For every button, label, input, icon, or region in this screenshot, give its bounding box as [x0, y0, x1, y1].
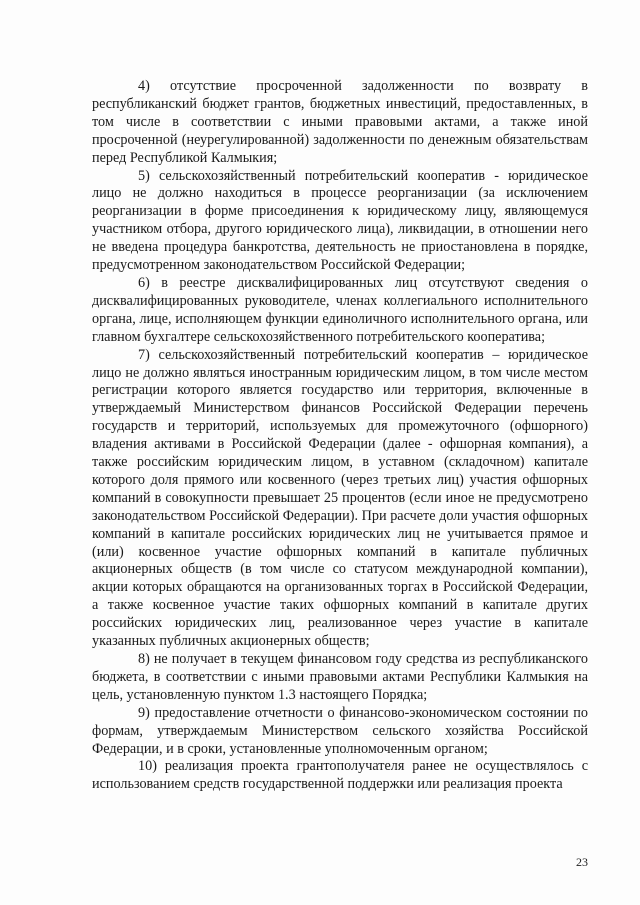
paragraph-item-10: 10) реализация проекта грантополучателя ранее не осуществлялось с использованием средств государственной поддержки или реализация проекта: [92, 758, 588, 793]
paragraph-item-9: 9) предоставление отчетности о финансово-экономическом состоянии по формам, утверждаемым Министерством сельского хозяйства Российской Федерации, и в сроки, установленные уполномоченным органом;: [92, 704, 588, 757]
paragraph-item-7: 7) сельскохозяйственный потребительский кооператив – юридическое лицо не должно являться иностранным юридическим лицом, в том числе местом регистрации которого является государство или территория, включенные в утверждаемый Министерством финансов Российской Федерации перечень государств и территорий, используемых для промежуточного (офшорного) владения активами в Российской Федерации (далее - офшорная компания), а также российским юридическим лицом, в уставном (складочном) капитале которого доля прямого или косвенного (через третьих лиц) участия офшорных компаний в совокупности превышает 25 процентов (если иное не предусмотрено законодательством Российской Федерации). При расчете доли участия офшорных компаний в капитале российских юридических лиц не учитывается прямое и (или) косвенное участие офшорных компаний в капитале публичных акционерных обществ (в том числе со статусом международной компании), акции которых обращаются на организованных торгах в Российской Федерации, а также косвенное участие таких офшорных компаний в капитале других российских юридических лиц, реализованное через участие в капитале указанных публичных акционерных обществ;: [92, 346, 588, 650]
document-body: [92, 78, 588, 794]
paragraph-item-6: 6) в реестре дисквалифицированных лиц отсутствуют сведения о дисквалифицированных руководителе, членах коллегиального исполнительного органа, лице, исполняющем функции единоличного исполнительного органа, или главном бухгалтере сельскохозяйственного потребительского кооператива;: [92, 274, 588, 345]
paragraph-item-8: 8) не получает в текущем финансовом году средства из республиканского бюджета, в соответствии с иными правовыми актами Республики Калмыкия на цель, установленную пунктом 1.3 настоящего Порядка;: [92, 651, 588, 703]
paragraph-item-5: 5) сельскохозяйственный потребительский кооператив - юридическое лицо не должно находиться в процессе реорганизации (за исключением реорганизации в форме присоединения к юридическому лицу, являющемуся участником отбора, другого юридического лица), ликвидации, в отношении него не введена процедура банкротства, деятельность не приостановлена в порядке, предусмотренном законодательством Российской Федерации;: [92, 167, 588, 274]
page-number: 23: [576, 855, 588, 869]
paragraph-item-4: 4) отсутствие просроченной задолженности по возврату в республиканский бюджет грантов, бюджетных инвестиций, предоставленных, в том числе в соответствии с иными правовыми актами, а также иной просроченной (неурегулированной) задолженности по денежным обязательствам перед Республикой Калмыкия;: [92, 78, 588, 166]
